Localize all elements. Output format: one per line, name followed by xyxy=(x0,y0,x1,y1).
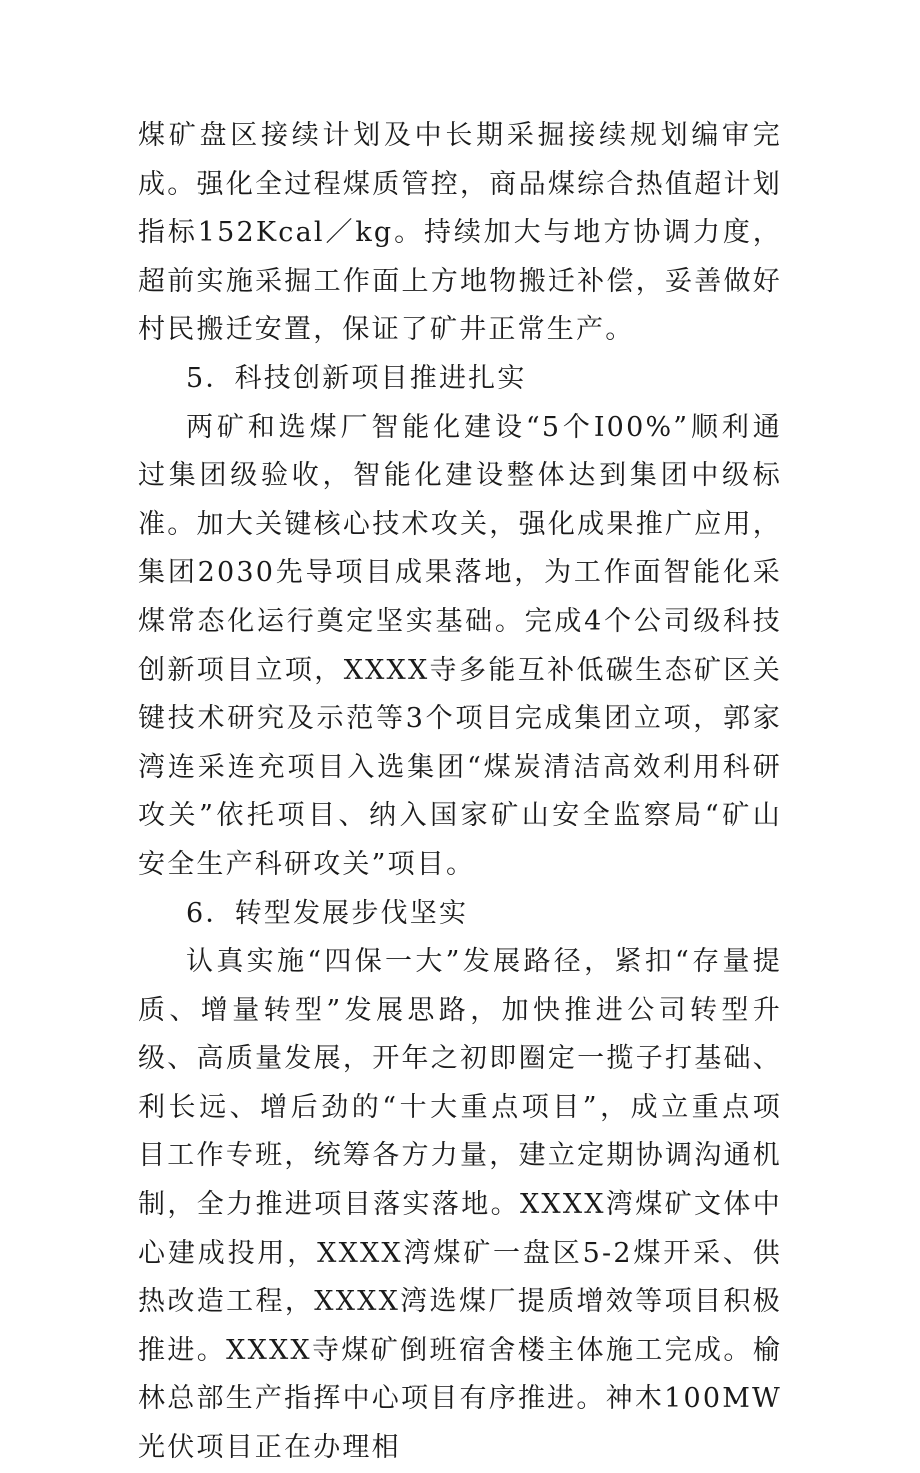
section-heading-transformation: 6．转型发展步伐坚实 xyxy=(186,897,469,929)
paragraph-transformation: 认真实施“四保一大”发展路径，紧扣“存量提质、增量转型”发展思路，加快推进公司转型升级、高质量发展，开年之初即圈定一揽子打基础、利长远、增后劲的“十大重点项目”，成立重点项目工作专班，统筹各方力量，建立定期协调沟通机制，全力推进项目落实落地。XXXX湾煤矿文体中心建成投用，XXXX湾煤矿一盘区5-2煤开采、供热改造工程，XXXX湾选煤厂提质增效等项目积极推进。XXXX寺煤矿倒班宿舍楼主体施工完成。榆林总部生产指挥中心项目有序推进。神木100MW光伏项目正在办理相 xyxy=(138,946,782,1464)
section-heading-tech-innovation: 5．科技创新项目推进扎实 xyxy=(186,362,527,394)
paragraph-tech-innovation: 两矿和选煤厂智能化建设“5个I00%”顺利通过集团级验收，智能化建设整体达到集团中级标准。加大关键核心技术攻关，强化成果推广应用，集团2030先导项目成果落地，为工作面智能化采煤常态化运行奠定坚实基础。完成4个公司级科技创新项目立项，XXXX寺多能互补低碳生态矿区关键技术研究及示范等3个项目完成集团立项，郭家湾连采连充项目入选集团“煤炭清洁高效利用科研攻关”依托项目、纳入国家矿山安全监察局“矿山安全生产科研攻关”项目。 xyxy=(138,411,782,880)
paragraph-coal-quality: 煤矿盘区接续计划及中长期采掘接续规划编审完成。强化全过程煤质管控，商品煤综合热值超计划指标152Kcal／kg。持续加大与地方协调力度，超前实施采掘工作面上方地物搬迁补偿，妥善做好村民搬迁安置，保证了矿井正常生产。 xyxy=(138,120,782,346)
